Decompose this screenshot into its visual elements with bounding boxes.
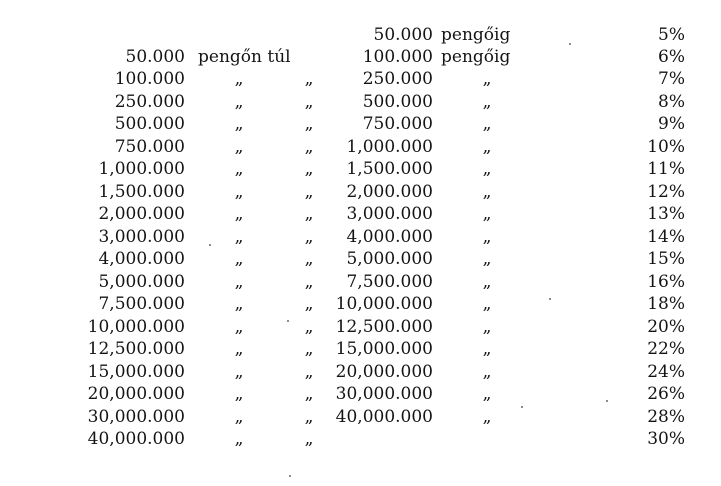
bracket-row bbox=[0, 181, 721, 204]
upper-limit: 2,000.000 bbox=[346, 182, 433, 202]
ditto-mark: „ bbox=[482, 114, 492, 134]
rate-percent: 18% bbox=[647, 294, 685, 314]
ditto-mark: „ bbox=[304, 339, 314, 359]
rate-percent: 26% bbox=[647, 384, 685, 404]
bracket-row bbox=[0, 406, 721, 429]
ditto-mark: „ bbox=[304, 137, 314, 157]
lower-limit: 12,500.000 bbox=[87, 339, 185, 359]
lower-limit: 5,000.000 bbox=[98, 272, 185, 292]
rate-percent: 7% bbox=[658, 69, 685, 89]
ditto-mark: „ bbox=[304, 429, 314, 449]
ditto-mark: „ bbox=[304, 92, 314, 112]
ditto-mark: „ bbox=[482, 272, 492, 292]
lower-limit: 40,000.000 bbox=[87, 429, 185, 449]
ditto-mark: „ bbox=[234, 317, 244, 337]
ditto-mark: „ bbox=[304, 317, 314, 337]
bracket-row bbox=[0, 361, 721, 384]
rate-percent: 14% bbox=[647, 227, 685, 247]
rate-percent: 8% bbox=[658, 92, 685, 112]
upper-limit: 30,000.000 bbox=[335, 384, 433, 404]
bracket-row bbox=[0, 226, 721, 249]
lower-limit: 15,000.000 bbox=[87, 362, 185, 382]
lower-limit: 750.000 bbox=[114, 137, 185, 157]
ditto-mark: „ bbox=[234, 249, 244, 269]
ditto-mark: „ bbox=[304, 272, 314, 292]
unit-label-from: pengőn túl bbox=[198, 47, 291, 67]
bracket-row bbox=[0, 383, 721, 406]
rate-percent: 22% bbox=[647, 339, 685, 359]
ditto-mark: „ bbox=[234, 272, 244, 292]
ditto-mark: „ bbox=[304, 249, 314, 269]
lower-limit: 1,000.000 bbox=[98, 159, 185, 179]
ditto-mark: „ bbox=[234, 69, 244, 89]
upper-limit: 10,000.000 bbox=[335, 294, 433, 314]
upper-limit: 12,500.000 bbox=[335, 317, 433, 337]
lower-limit: 2,000.000 bbox=[98, 204, 185, 224]
bracket-row bbox=[0, 293, 721, 316]
ditto-mark: „ bbox=[304, 69, 314, 89]
ditto-mark: „ bbox=[234, 182, 244, 202]
ditto-mark: „ bbox=[482, 407, 492, 427]
ditto-mark: „ bbox=[482, 92, 492, 112]
upper-limit: 100.000 bbox=[362, 47, 433, 67]
bracket-row bbox=[0, 316, 721, 339]
scan-speck bbox=[549, 298, 551, 300]
bracket-row bbox=[0, 271, 721, 294]
rate-percent: 10% bbox=[647, 137, 685, 157]
lower-limit: 50.000 bbox=[125, 47, 185, 67]
header-row-1 bbox=[0, 24, 721, 47]
upper-limit: 50.000 bbox=[373, 25, 433, 45]
upper-limit: 4,000.000 bbox=[346, 227, 433, 247]
scan-speck bbox=[287, 320, 289, 322]
ditto-mark: „ bbox=[234, 159, 244, 179]
lower-limit: 250.000 bbox=[114, 92, 185, 112]
ditto-mark: „ bbox=[234, 137, 244, 157]
header-row-2 bbox=[0, 46, 721, 69]
ditto-mark: „ bbox=[234, 384, 244, 404]
ditto-mark: „ bbox=[482, 317, 492, 337]
ditto-mark: „ bbox=[234, 429, 244, 449]
rate-percent: 5% bbox=[658, 25, 685, 45]
unit-label-to: pengőig bbox=[441, 25, 511, 45]
ditto-mark: „ bbox=[304, 362, 314, 382]
scan-speck bbox=[521, 406, 523, 408]
rate-percent: 9% bbox=[658, 114, 685, 134]
bracket-row bbox=[0, 428, 721, 451]
ditto-mark: „ bbox=[482, 362, 492, 382]
upper-limit: 750.000 bbox=[362, 114, 433, 134]
scan-speck bbox=[289, 475, 291, 477]
ditto-mark: „ bbox=[234, 294, 244, 314]
lower-limit: 10,000.000 bbox=[87, 317, 185, 337]
ditto-mark: „ bbox=[304, 204, 314, 224]
rate-percent: 11% bbox=[647, 159, 685, 179]
upper-limit: 5,000.000 bbox=[346, 249, 433, 269]
ditto-mark: „ bbox=[304, 407, 314, 427]
ditto-mark: „ bbox=[304, 227, 314, 247]
ditto-mark: „ bbox=[234, 407, 244, 427]
bracket-row bbox=[0, 91, 721, 114]
ditto-mark: „ bbox=[304, 159, 314, 179]
ditto-mark: „ bbox=[304, 114, 314, 134]
ditto-mark: „ bbox=[304, 182, 314, 202]
rate-percent: 24% bbox=[647, 362, 685, 382]
ditto-mark: „ bbox=[482, 294, 492, 314]
rate-percent: 6% bbox=[658, 47, 685, 67]
unit-label-to: pengőig bbox=[441, 47, 511, 67]
lower-limit: 7,500.000 bbox=[98, 294, 185, 314]
ditto-mark: „ bbox=[304, 294, 314, 314]
lower-limit: 500.000 bbox=[114, 114, 185, 134]
ditto-mark: „ bbox=[482, 69, 492, 89]
rate-percent: 13% bbox=[647, 204, 685, 224]
upper-limit: 15,000.000 bbox=[335, 339, 433, 359]
ditto-mark: „ bbox=[234, 204, 244, 224]
bracket-row bbox=[0, 136, 721, 159]
rate-percent: 30% bbox=[647, 429, 685, 449]
ditto-mark: „ bbox=[234, 114, 244, 134]
ditto-mark: „ bbox=[482, 137, 492, 157]
bracket-row bbox=[0, 158, 721, 181]
ditto-mark: „ bbox=[482, 182, 492, 202]
ditto-mark: „ bbox=[482, 204, 492, 224]
bracket-row bbox=[0, 338, 721, 361]
upper-limit: 3,000.000 bbox=[346, 204, 433, 224]
ditto-mark: „ bbox=[482, 384, 492, 404]
rate-percent: 28% bbox=[647, 407, 685, 427]
ditto-mark: „ bbox=[234, 339, 244, 359]
ditto-mark: „ bbox=[234, 92, 244, 112]
upper-limit: 7,500.000 bbox=[346, 272, 433, 292]
scan-speck bbox=[569, 43, 571, 45]
scan-speck bbox=[209, 244, 211, 246]
ditto-mark: „ bbox=[482, 339, 492, 359]
upper-limit: 250.000 bbox=[362, 69, 433, 89]
rate-percent: 20% bbox=[647, 317, 685, 337]
rate-percent: 16% bbox=[647, 272, 685, 292]
ditto-mark: „ bbox=[482, 159, 492, 179]
bracket-row bbox=[0, 113, 721, 136]
upper-limit: 1,500.000 bbox=[346, 159, 433, 179]
lower-limit: 100.000 bbox=[114, 69, 185, 89]
lower-limit: 30,000.000 bbox=[87, 407, 185, 427]
ditto-mark: „ bbox=[304, 384, 314, 404]
rate-percent: 12% bbox=[647, 182, 685, 202]
bracket-row bbox=[0, 248, 721, 271]
lower-limit: 1,500.000 bbox=[98, 182, 185, 202]
upper-limit: 500.000 bbox=[362, 92, 433, 112]
rate-percent: 15% bbox=[647, 249, 685, 269]
bracket-row bbox=[0, 203, 721, 226]
upper-limit: 1,000.000 bbox=[346, 137, 433, 157]
ditto-mark: „ bbox=[234, 227, 244, 247]
ditto-mark: „ bbox=[482, 227, 492, 247]
bracket-row bbox=[0, 68, 721, 91]
scan-speck bbox=[606, 400, 608, 402]
upper-limit: 20,000.000 bbox=[335, 362, 433, 382]
lower-limit: 3,000.000 bbox=[98, 227, 185, 247]
lower-limit: 4,000.000 bbox=[98, 249, 185, 269]
ditto-mark: „ bbox=[482, 249, 492, 269]
upper-limit: 40,000.000 bbox=[335, 407, 433, 427]
ditto-mark: „ bbox=[234, 362, 244, 382]
lower-limit: 20,000.000 bbox=[87, 384, 185, 404]
